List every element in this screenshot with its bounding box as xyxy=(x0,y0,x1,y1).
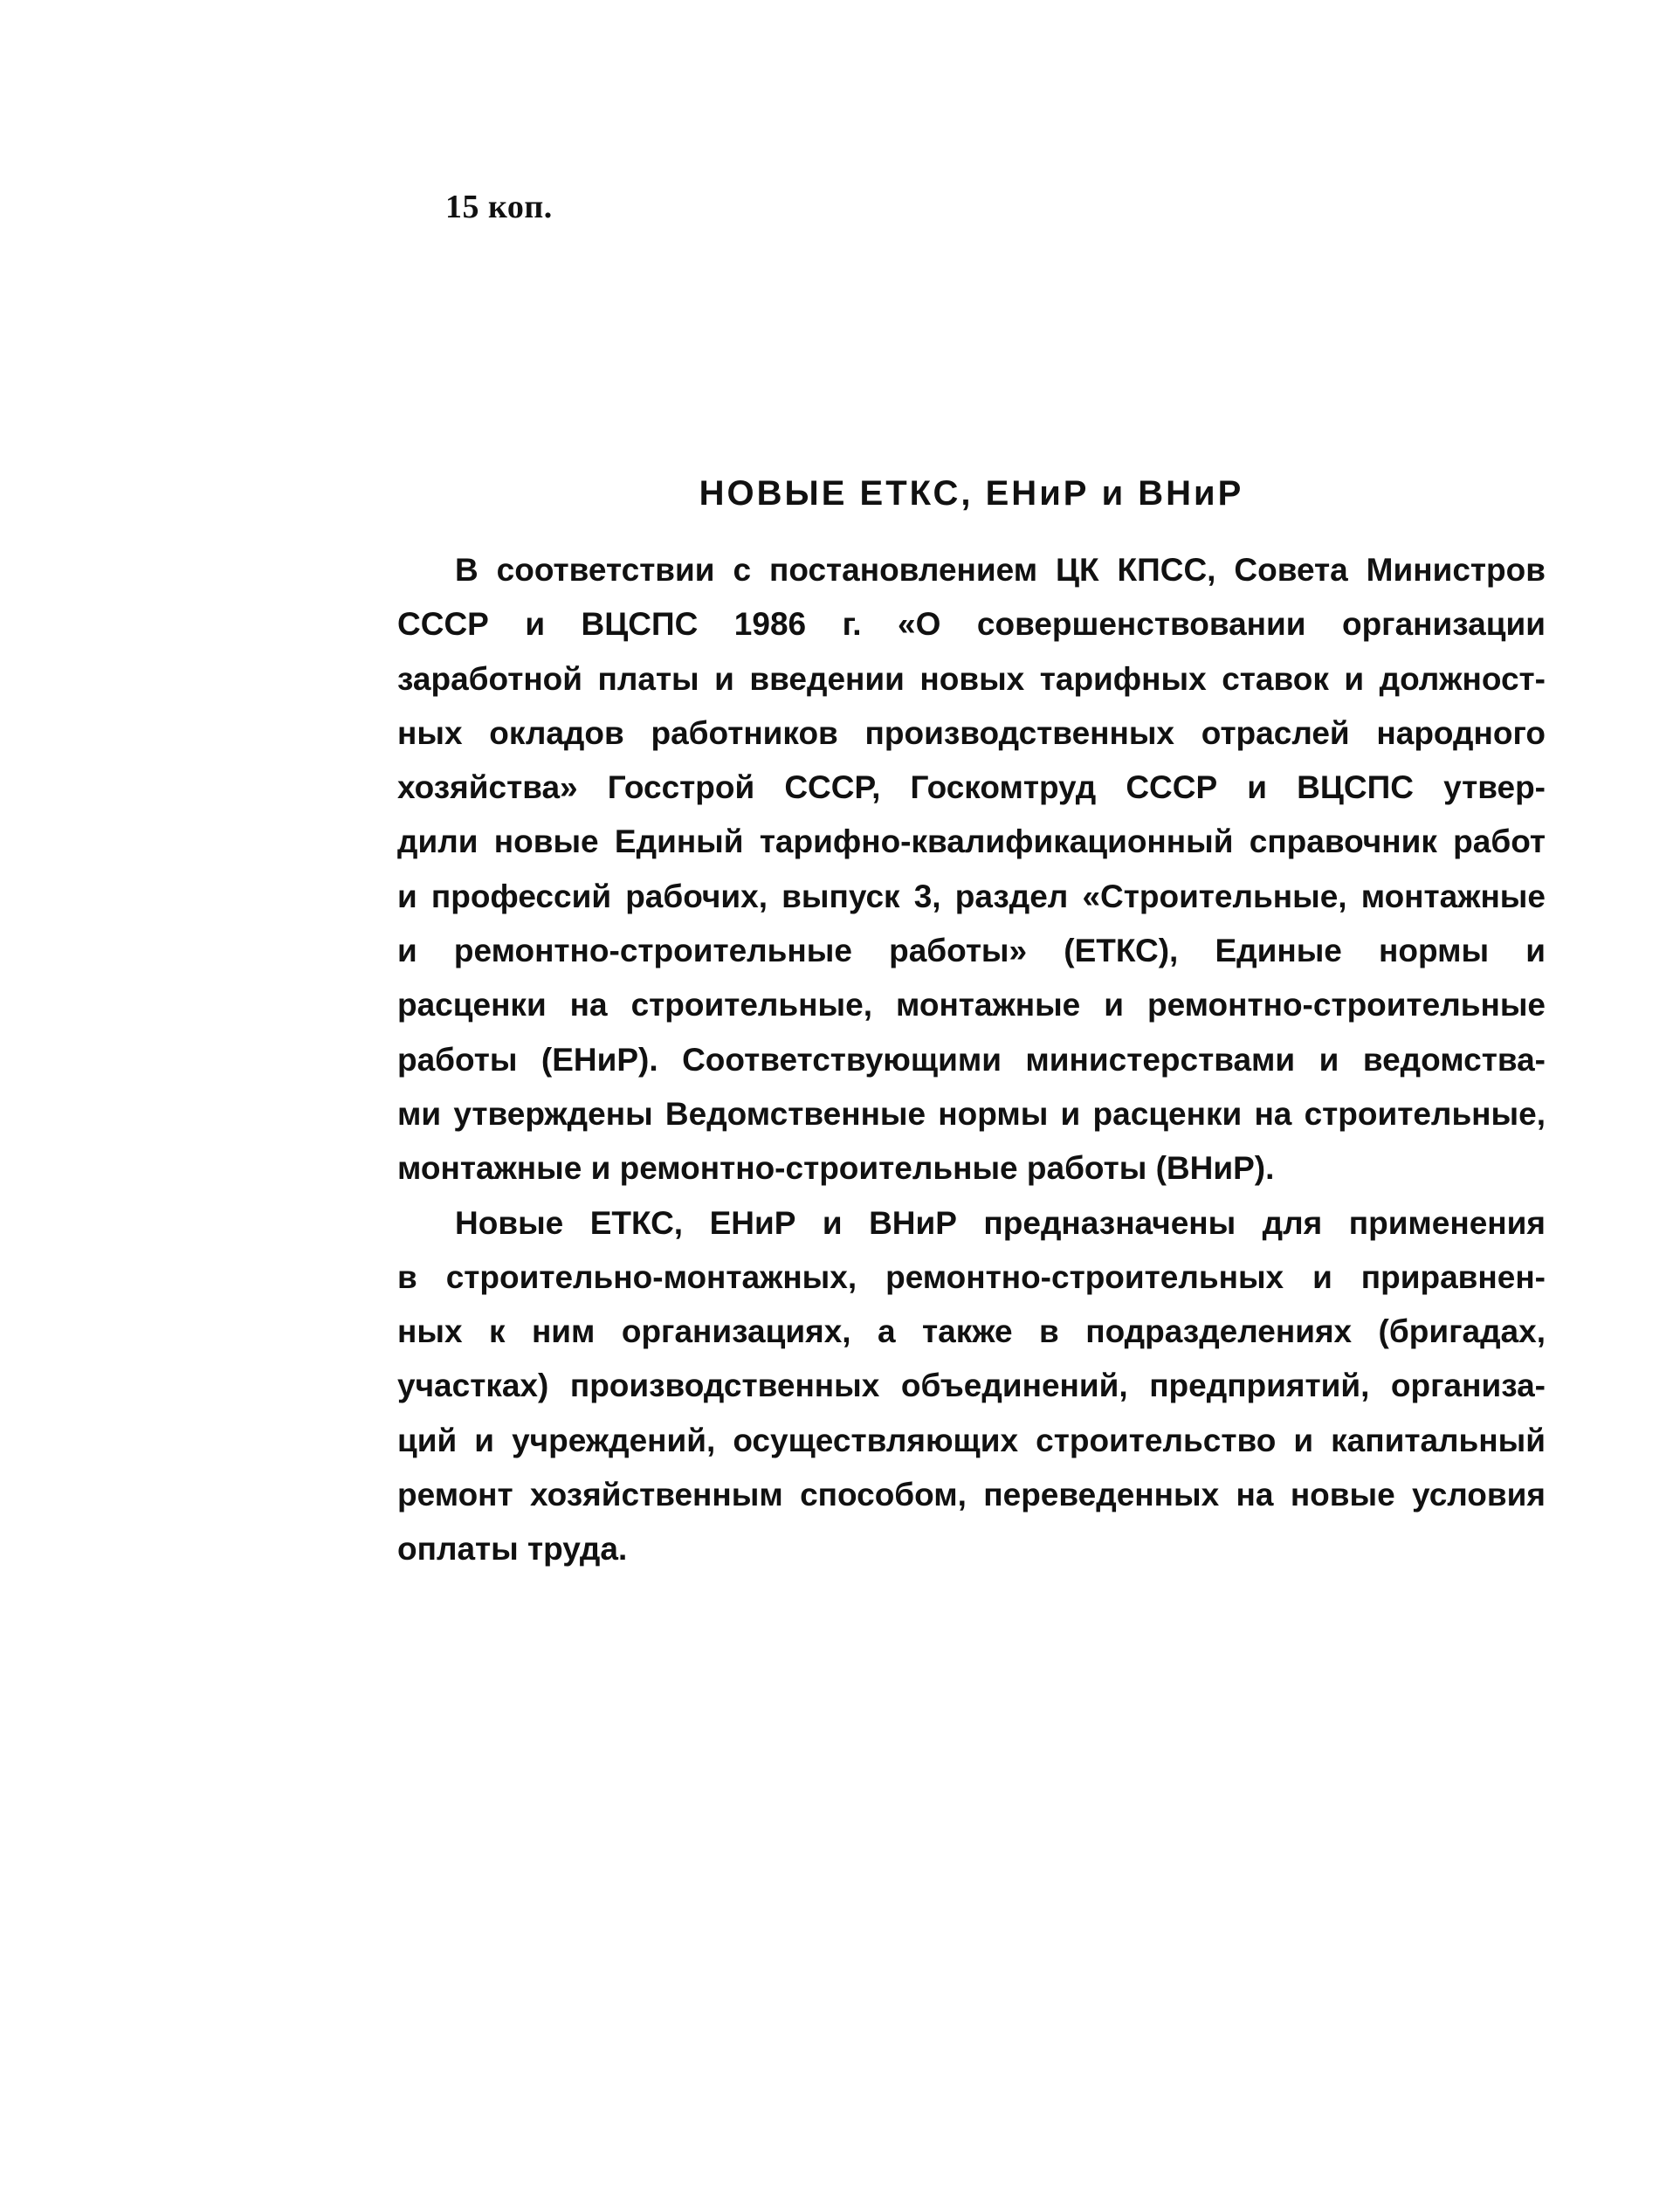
paragraph-line: оплаты труда. xyxy=(397,1531,628,1568)
paragraph-line: работы (ЕНиР). Соответствующими министерствами и ведомства- xyxy=(397,1041,1546,1078)
paragraph-line: СССР и ВЦСПС 1986 г. «О совершенствовании организации xyxy=(397,606,1546,643)
paragraph-line: ных окладов работников производственных отраслей народного xyxy=(397,714,1546,751)
paragraph-line: в строительно-монтажных, ремонтно-строительных и приравнен- xyxy=(397,1258,1546,1295)
paragraph-line: ций и учреждений, осуществляющих строительство и капитальный xyxy=(397,1422,1546,1458)
paragraph-line: дили новые Единый тарифно-квалификационный справочник работ xyxy=(397,823,1546,860)
paragraph-2 xyxy=(397,1196,1546,1577)
paragraph-line: ных к ним организациях, а также в подразделениях (бригадах, xyxy=(397,1313,1546,1350)
paragraph-line: В соответствии с постановлением ЦК КПСС, Совета Министров xyxy=(455,552,1546,588)
paragraph-line: и профессий рабочих, выпуск 3, раздел «Строительные, монтажные xyxy=(397,878,1546,914)
paragraph-line: участках) производственных объединений, предприятий, организа- xyxy=(397,1368,1546,1404)
paragraph-line: ремонт хозяйственным способом, переведенных на новые условия xyxy=(397,1477,1546,1513)
paragraph-line: хозяйства» Госстрой СССР, Госкомтруд СССР и ВЦСПС утвер- xyxy=(397,769,1546,806)
document-body xyxy=(397,463,1546,1577)
document-title: НОВЫЕ ЕТКС, ЕНиР и ВНиР xyxy=(699,474,1244,513)
paragraph-line: монтажные и ремонтно-строительные работы (ВНиР). xyxy=(397,1150,1275,1187)
price-label: 15 коп. xyxy=(445,189,553,225)
paragraph-line: ми утверждены Ведомственные нормы и расценки на строительные, xyxy=(397,1095,1546,1132)
paragraph-line: расценки на строительные, монтажные и ремонтно-строительные xyxy=(397,987,1546,1023)
paragraph-line: и ремонтно-строительные работы» (ЕТКС), Единые нормы и xyxy=(397,933,1546,969)
paragraph-line: заработной платы и введении новых тарифных ставок и должност- xyxy=(397,660,1546,697)
paragraph-1 xyxy=(397,543,1546,1196)
paragraph-line: Новые ЕТКС, ЕНиР и ВНиР предназначены для применения xyxy=(455,1204,1546,1241)
